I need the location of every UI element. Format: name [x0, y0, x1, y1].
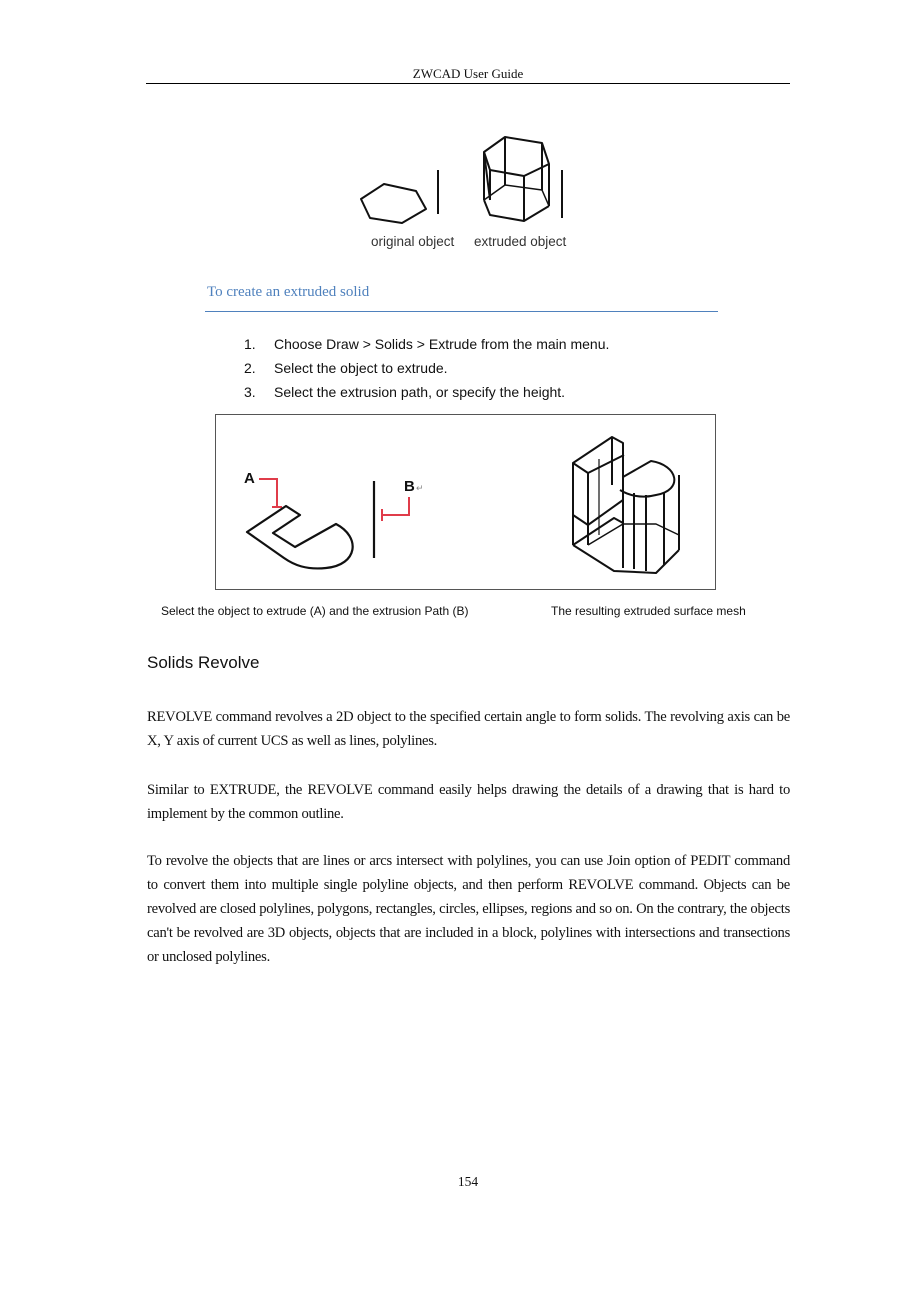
header-rule [146, 83, 790, 84]
section-heading-solids-revolve: Solids Revolve [147, 653, 260, 672]
step-2 [244, 360, 448, 376]
section-rule [205, 311, 718, 312]
step-number: 1. [244, 336, 256, 352]
step-text: Select the object to extrude. [274, 360, 448, 376]
figure-original-vs-extruded [350, 128, 590, 258]
label-a: A [244, 470, 255, 487]
step-text: Select the extrusion path, or specify the height. [274, 384, 566, 400]
extrusion-illustration [350, 128, 590, 238]
figure-caption-right: The resulting extruded surface mesh [551, 604, 746, 618]
step-1 [244, 336, 609, 352]
paragraph-1: REVOLVE command revolves a 2D object to the specified certain angle to form solids. The revolving axis can be X, Y axis of current UCS as well as lines, polylines. [147, 709, 790, 749]
page-number: 154 [457, 1174, 479, 1189]
section-title: To create an extruded solid [207, 284, 370, 300]
step-number: 3. [244, 384, 256, 400]
step-text: Choose Draw > Solids > Extrude from the main menu. [274, 336, 610, 352]
paragraph-3: To revolve the objects that are lines or arcs intersect with polylines, you can use Join option of PEDIT command to convert them into multiple single polyline objects, and then perform REVOLVE command. Objects can be revolved are closed polylines, polygons, rectangles, circles, ellipses, regions and so on. On the contrary, the objects can't be revolved are 3D objects, objects that are included in a block, polylines with intersections and transections or unclosed polylines. [147, 853, 790, 965]
step-3 [244, 384, 565, 400]
label-b: B [404, 478, 415, 495]
caption-extruded-object: extruded object [474, 234, 567, 249]
running-header: ZWCAD User Guide [412, 66, 524, 81]
figure-extrude-path [215, 414, 716, 590]
extrude-path-illustration [216, 415, 716, 589]
figure-caption-left: Select the object to extrude (A) and the extrusion Path (B) [161, 604, 469, 618]
paragraph-2: Similar to EXTRUDE, the REVOLVE command easily helps drawing the details of a drawing that is hard to implement by the common outline. [147, 782, 790, 822]
svg-text:↵: ↵ [416, 483, 424, 493]
caption-original-object: original object [371, 234, 455, 249]
step-number: 2. [244, 360, 256, 376]
